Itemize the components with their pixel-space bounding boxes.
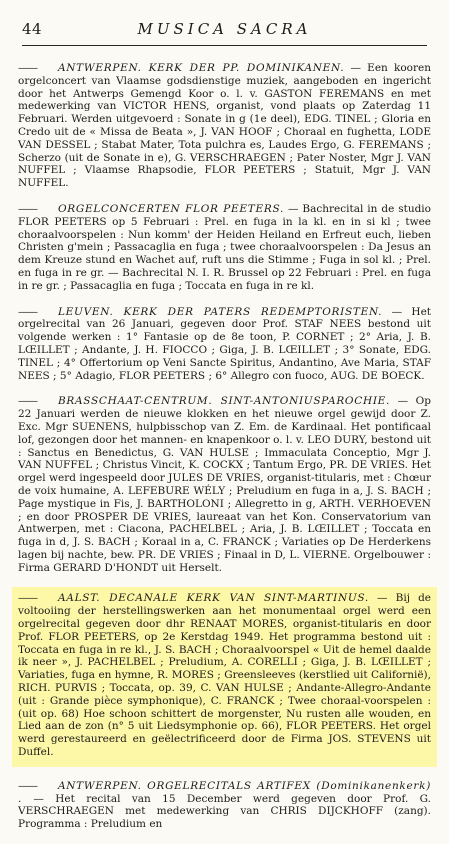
dash-marker: —— <box>18 592 37 605</box>
section-paragraph <box>18 395 431 574</box>
dash-marker: —— <box>18 62 37 74</box>
section-paragraph <box>18 203 431 293</box>
section-antwerpen-artifex <box>18 780 431 831</box>
page-header <box>22 20 427 42</box>
page-number: 44 <box>22 20 43 38</box>
section-text: — Het recital van 15 December werd gegeven door Prof. G. VERSCHRAEGEN met medewerking van CHRIS DIJCKHOFF (zang). Programma : Preludium en <box>18 792 431 831</box>
section-orgelconcerten-flor-peeters <box>18 203 431 293</box>
dash-marker: —— <box>18 202 37 215</box>
section-text: — Bachrecital in de studio FLOR PEETERS op 5 Februari : Prel. en fuga in la kl. en in si kl ; twee choraalvoorspelen : Nun komm' der Heiden Heiland en Erfreut euch, lieben Christen g'mein ; Passacaglia en fuga ; twee choraalvoorspelen : Da Jesus an dem Kreuze stund en Wachet auf, ruft uns die Stimme ; Fuga in sol kl. ; Prel. en fuga in re gr. — Bachrecital N. I. R. Brussel op 22 Februari : Prel. en fuga in re gr. ; Passacaglia en fuga ; Toccata en fuga in re kl. <box>18 202 431 292</box>
section-aalst-sint-martinus <box>12 587 437 766</box>
dash-marker: —— <box>18 305 37 318</box>
section-heading: ORGELCONCERTEN FLOR PEETERS. <box>58 202 285 215</box>
dash-marker: —— <box>18 779 37 792</box>
section-heading: ANTWERPEN. KERK DER PP. DOMINIKANEN. <box>58 62 345 74</box>
section-antwerpen-dominikanen <box>18 62 431 190</box>
dash-marker: —— <box>18 395 37 408</box>
section-brasschaat-centrum <box>18 395 431 574</box>
section-paragraph <box>18 592 431 758</box>
section-heading: AALST. DECANALE KERK VAN SINT-MARTINUS. <box>58 592 369 605</box>
section-text: — Een kooren orgelconcert van Vlaamse godsdienstige muziek, aangeboden en ingericht door het Antwerps Gemengd Koor o. l. v. GASTON FEREMANS en met medewerking van VICTOR HENS, organist, vond plaats op Zaterdag 11 Februari. Werden uitgevoerd : Sonate in g (1e deel), EDG. TINEL ; Gloria en Credo uit de « Missa de Beata », J. VAN HOOF ; Choraal en fughetta, LODE VAN DESSEL ; Stabat Mater, Tota pulchra es, Laudes Ergo, G. FEREMANS ; Scherzo (uit de Sonate in e), G. VERSCHRAEGEN ; Pater Noster, Mgr J. VAN NUFFEL ; Vlaamse Rhapsodie, FLOR PEETERS ; Statuit, Mgr J. VAN NUFFEL. <box>18 62 431 190</box>
section-heading: ANTWERPEN. ORGELRECITALS ARTIFEX (Dominikanenkerk) . <box>18 779 431 805</box>
section-text: — Het orgelrecital van 26 Januari, gegeven door Prof. STAF NEES bestond uit volgende werken : 1° Fantasie op de 8e toon, P. CORNET ; 2° Aria, J. B. LŒILLET ; Andante, J. H. FIOCCO ; Giga, J. B. LŒILLET ; 3° Sonate, EDG. TINEL ; 4° Offertorium op Veni Sancte Spiritus, Andantino, Ave Maria, STAF NEES ; 5° Adagio, FLOR PEETERS ; 6° Allegro con fuoco, AUG. DE BOECK. <box>18 305 432 382</box>
section-paragraph <box>18 780 431 831</box>
header-rule <box>22 45 427 46</box>
section-paragraph <box>18 62 431 190</box>
running-title: MUSICA SACRA <box>137 20 312 38</box>
article-content <box>18 62 431 844</box>
section-text: — Op 22 Januari werden de nieuwe klokken en het nieuwe orgel gewijd door Z. Exc. Mgr SUENENS, hulpbisschop van Z. Em. de Kardinaal. Het pontificaal lof, gezongen door het mannen- en knapenkoor o. l. v. LEO DURY, bestond uit : Sanctus en Benedictus, G. VAN HULSE ; Immaculata Conceptio, Mgr J. VAN NUFFEL ; Christus Vincit, K. COCKX ; Tantum Ergo, PR. DE VRIES. Het orgel werd ingespeeld door JULES DE VRIES, organist-titularis, met : Chœur de voix humaine, A. LEFEBURE WÉLY ; Preludium en fuga in a, J. S. BACH ; Page mystique in Fis, J. BARTHOLONI ; Allegretto in g, ARTH. VERHOEVEN ; en door PROSPER DE VRIES, laureaat van het Kon. Conservatorium van Antwerpen, met : Ciacona, PACHELBEL ; Aria, J. B. LŒILLET ; Toccata en fuga in d, J. S. BACH ; Koraal in a, C. FRANCK ; Variaties op De Herderkens lagen bij nachte, bew. PR. DE VRIES ; Finaal in D, L. VIERNE. Orgelbouwer : Firma GERARD D'HONDT uit Herselt. <box>18 395 431 574</box>
section-leuven-redemptoristen <box>18 306 431 383</box>
section-text: — Bij de voltooiing der herstellingswerken aan het monumentaal orgel werd een orgelrecital gegeven door dhr RENAAT MORES, organist-titularis en door Prof. FLOR PEETERS, op 2e Kerstdag 1949. Het programma bestond uit : Toccata en fuga in re kl., J. S. BACH ; Choraalvoorspel « Uit de hemel daalde ik neer », J. PACHELBEL ; Preludium, A. CORELLI ; Giga, J. B. LŒILLET ; Variaties, fuga en hymne, R. MORES ; Greensleeves (kerstlied uit Californië), RICH. PURVIS ; Toccata, op. 39, C. VAN HULSE ; Andante-Allegro-Andante (uit : Grande pièce symphonique), C. FRANCK ; Twee choraal-voorspelen : (uit op. 68) Hoe schoon schittert de morgenster, Nu rusten alle wouden, en Lied aan de zon (n° 5 uit Liedsymphonie op. 66), FLOR PEETERS. Het orgel werd gerestaureerd en geëlectrificeerd door de Firma JOS. STEVENS uit Duffel. <box>18 592 432 759</box>
section-heading: BRASSCHAAT-CENTRUM. SINT-ANTONIUSPAROCHIE. <box>58 395 391 408</box>
section-heading: LEUVEN. KERK DER PATERS REDEMPTORISTEN. <box>58 305 383 318</box>
section-paragraph <box>18 306 431 383</box>
